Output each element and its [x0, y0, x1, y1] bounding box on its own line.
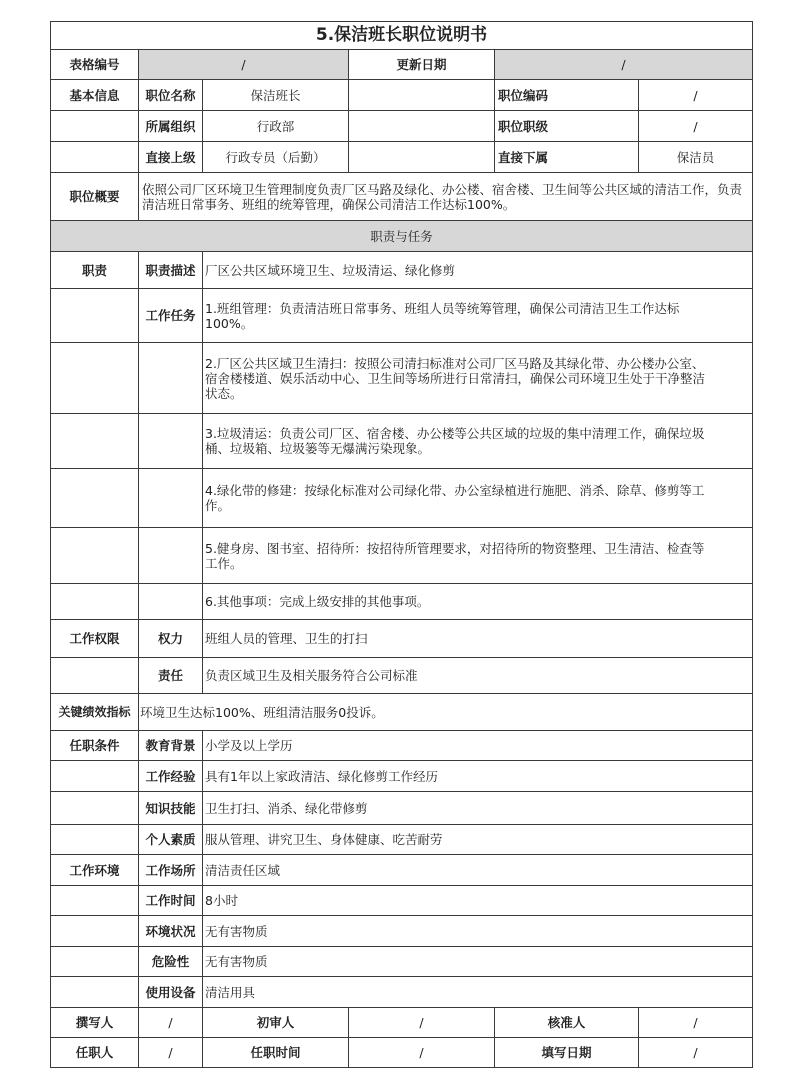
risk-label: 危险性	[139, 947, 203, 977]
skills-value: 卫生打扫、消杀、绿化带修剪	[203, 792, 753, 825]
condition-label: 环境状况	[139, 916, 203, 947]
holder-time-value: /	[349, 1038, 495, 1068]
place-value: 清洁责任区域	[203, 855, 753, 886]
task-item: 2.厂区公共区域卫生清扫：按照公司清扫标准对公司厂区马路及其绿化带、办公楼办公室、宿舍楼楼道、娱乐活动中心、卫生间等场所进行日常清扫，确保公司环境卫生处于干净整洁状态。	[203, 343, 753, 414]
subordinate-value: 保洁员	[639, 142, 753, 173]
task-row	[51, 414, 753, 469]
authority-row-1	[51, 620, 753, 658]
task-item: 5.健身房、图书室、招待所：按招待所管理要求，对招待所的物资整理、卫生清洁、检查等工作。	[203, 528, 753, 584]
qualifications-blank	[51, 761, 139, 792]
task-item: 6.其他事项：完成上级安排的其他事项。	[203, 584, 753, 620]
holder-label: 任职人	[51, 1038, 139, 1068]
basic-row-1	[51, 80, 753, 111]
environment-blank	[51, 977, 139, 1008]
skills-label: 知识技能	[139, 792, 203, 825]
position-code-value: /	[639, 80, 753, 111]
duties-label: 职责	[51, 252, 139, 289]
qual-row	[51, 761, 753, 792]
environment-blank	[51, 886, 139, 916]
basic-info-blank	[51, 142, 139, 173]
quality-label: 个人素质	[139, 825, 203, 855]
env-row	[51, 916, 753, 947]
place-label: 工作场所	[139, 855, 203, 886]
writer-label: 撰写人	[51, 1008, 139, 1038]
first-review-value: /	[349, 1008, 495, 1038]
duties-blank	[51, 469, 139, 528]
position-name-value: 保洁班长	[203, 80, 349, 111]
superior-value: 行政专员（后勤）	[203, 142, 349, 173]
org-value: 行政部	[203, 111, 349, 142]
basic-info-label: 基本信息	[51, 80, 139, 111]
risk-value: 无有害物质	[203, 947, 753, 977]
position-code-label: 职位编码	[495, 80, 639, 111]
authority-row-2	[51, 658, 753, 694]
basic-row-2	[51, 111, 753, 142]
org-spacer	[349, 111, 495, 142]
duties-section-title: 职责与任务	[51, 221, 753, 252]
power-label: 权力	[139, 620, 203, 658]
fill-date-value: /	[639, 1038, 753, 1068]
duties-blank	[51, 343, 139, 414]
duties-blank	[51, 289, 139, 343]
qual-row	[51, 825, 753, 855]
education-value: 小学及以上学历	[203, 731, 753, 761]
equipment-label: 使用设备	[139, 977, 203, 1008]
tasks-blank	[139, 469, 203, 528]
update-date-label: 更新日期	[349, 50, 495, 80]
qualifications-blank	[51, 792, 139, 825]
task-row	[51, 289, 753, 343]
update-date-value: /	[495, 50, 753, 80]
env-row	[51, 977, 753, 1008]
org-label: 所属组织	[139, 111, 203, 142]
duties-desc-row	[51, 252, 753, 289]
superior-spacer	[349, 142, 495, 173]
task-row	[51, 343, 753, 414]
work-time-value: 8小时	[203, 886, 753, 916]
env-row	[51, 855, 753, 886]
tasks-blank	[139, 414, 203, 469]
kpi-row	[51, 694, 753, 731]
quality-value: 服从管理、讲究卫生、身体健康、吃苦耐劳	[203, 825, 753, 855]
responsibility-value: 负责区域卫生及相关服务符合公司标准	[203, 658, 753, 694]
task-row	[51, 584, 753, 620]
qualifications-blank	[51, 825, 139, 855]
condition-value: 无有害物质	[203, 916, 753, 947]
basic-info-blank	[51, 111, 139, 142]
task-item: 1.班组管理：负责清洁班日常事务、班组人员等统筹管理，确保公司清洁卫生工作达标100%。	[203, 289, 753, 343]
grade-label: 职位职级	[495, 111, 639, 142]
fill-date-label: 填写日期	[495, 1038, 639, 1068]
authority-blank	[51, 658, 139, 694]
duty-desc-value: 厂区公共区域环境卫生、垃圾清运、绿化修剪	[203, 252, 753, 289]
approver-value: /	[639, 1008, 753, 1038]
position-name-spacer	[349, 80, 495, 111]
task-item: 4.绿化带的修建：按绿化标准对公司绿化带、办公室绿植进行施肥、消杀、除草、修剪等工作。	[203, 469, 753, 528]
first-review-label: 初审人	[203, 1008, 349, 1038]
qual-row	[51, 731, 753, 761]
kpi-value: 环境卫生达标100%、班组清洁服务0投诉。	[139, 694, 753, 731]
tasks-blank	[139, 343, 203, 414]
title-row	[51, 22, 753, 50]
basic-row-3	[51, 142, 753, 173]
approver-label: 核准人	[495, 1008, 639, 1038]
env-row	[51, 886, 753, 916]
education-label: 教育背景	[139, 731, 203, 761]
grade-value: /	[639, 111, 753, 142]
authority-label: 工作权限	[51, 620, 139, 658]
holder-value: /	[139, 1038, 203, 1068]
duties-blank	[51, 414, 139, 469]
duties-blank	[51, 584, 139, 620]
work-time-label: 工作时间	[139, 886, 203, 916]
writer-value: /	[139, 1008, 203, 1038]
overview-row	[51, 173, 753, 221]
job-description-table	[50, 21, 753, 1068]
qual-row	[51, 792, 753, 825]
page-title: 5.保洁班长职位说明书	[51, 22, 753, 50]
environment-blank	[51, 947, 139, 977]
environment-blank	[51, 916, 139, 947]
duty-desc-label: 职责描述	[139, 252, 203, 289]
task-row	[51, 528, 753, 584]
kpi-label: 关键绩效指标	[51, 694, 139, 731]
duties-title-row	[51, 221, 753, 252]
footer-row-2	[51, 1038, 753, 1068]
overview-label: 职位概要	[51, 173, 139, 221]
holder-time-label: 任职时间	[203, 1038, 349, 1068]
form-no-label: 表格编号	[51, 50, 139, 80]
overview-text: 依照公司厂区环境卫生管理制度负责厂区马路及绿化、办公楼、宿舍楼、卫生间等公共区域的清洁工作，负责清洁班日常事务、班组的统筹管理，确保公司清洁工作达标100%。	[139, 173, 753, 221]
env-row	[51, 947, 753, 977]
qualifications-label: 任职条件	[51, 731, 139, 761]
duties-blank	[51, 528, 139, 584]
subordinate-label: 直接下属	[495, 142, 639, 173]
power-value: 班组人员的管理、卫生的打扫	[203, 620, 753, 658]
task-row	[51, 469, 753, 528]
position-name-label: 职位名称	[139, 80, 203, 111]
responsibility-label: 责任	[139, 658, 203, 694]
tasks-blank	[139, 528, 203, 584]
tasks-label: 工作任务	[139, 289, 203, 343]
equipment-value: 清洁用具	[203, 977, 753, 1008]
tasks-blank	[139, 584, 203, 620]
environment-label: 工作环境	[51, 855, 139, 886]
task-item: 3.垃圾清运：负责公司厂区、宿舍楼、办公楼等公共区域的垃圾的集中清理工作，确保垃圾桶、垃圾箱、垃圾篓等无爆满污染现象。	[203, 414, 753, 469]
footer-row-1	[51, 1008, 753, 1038]
experience-label: 工作经验	[139, 761, 203, 792]
header-row	[51, 50, 753, 80]
experience-value: 具有1年以上家政清洁、绿化修剪工作经历	[203, 761, 753, 792]
form-no-value: /	[139, 50, 349, 80]
superior-label: 直接上级	[139, 142, 203, 173]
